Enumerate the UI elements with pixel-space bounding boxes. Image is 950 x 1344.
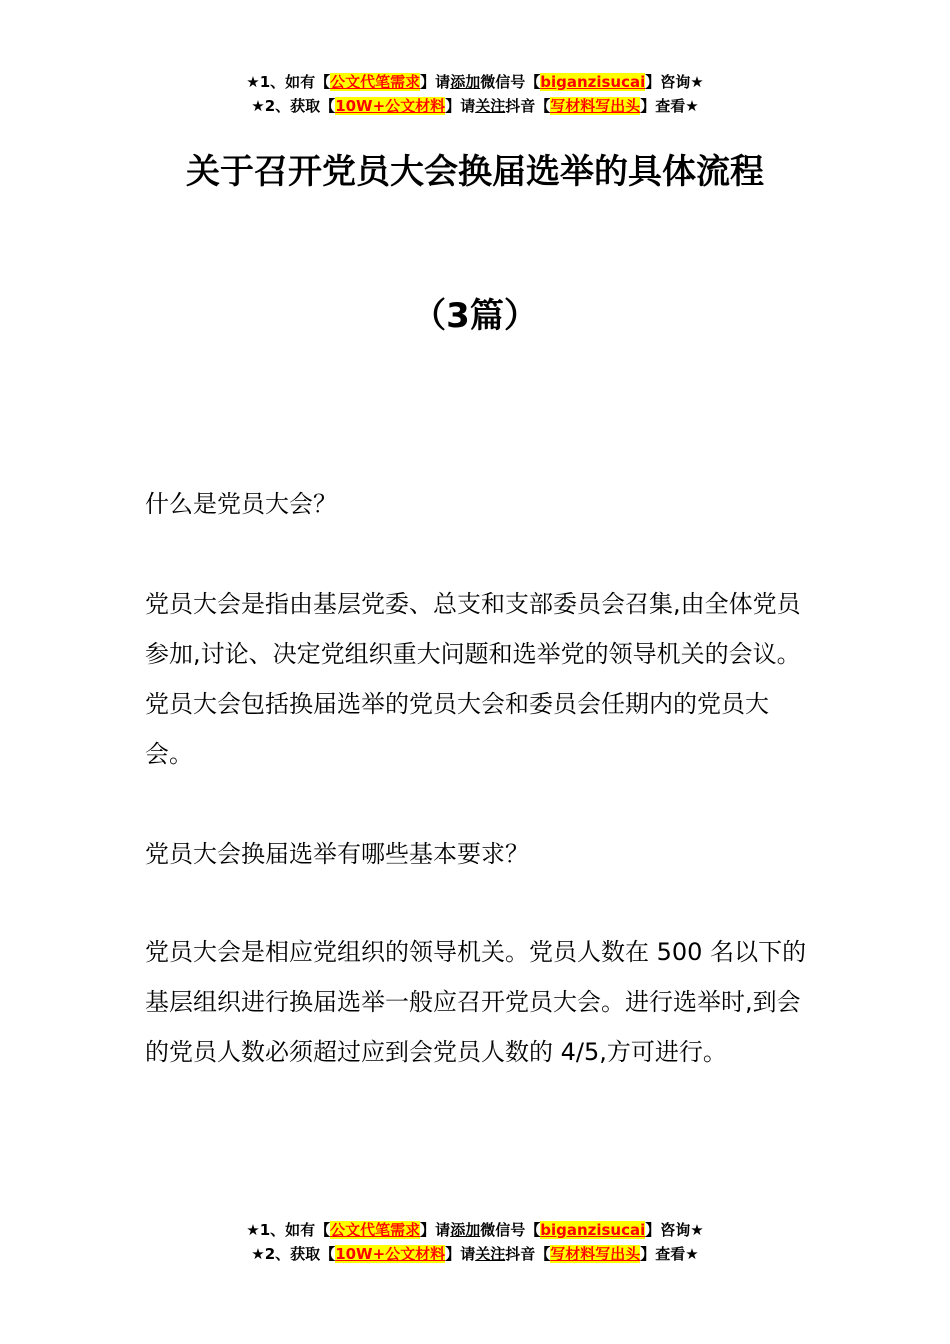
promo-line-1 bbox=[0, 70, 950, 94]
promo-footer-highlight-materials: 10W+公文材料 bbox=[335, 1245, 446, 1263]
promo-header-top bbox=[0, 70, 950, 118]
promo-footer-line-2-suffix: 】查看★ bbox=[640, 1245, 699, 1263]
promo-footer-highlight-service: 公文代笔需求 bbox=[330, 1221, 421, 1239]
promo-highlight-service: 公文代笔需求 bbox=[330, 73, 421, 91]
document-subtitle: （3篇） bbox=[412, 296, 538, 336]
promo-footer-action-add: 添加 bbox=[450, 1221, 481, 1239]
promo-line-2-mid2: 抖音【 bbox=[505, 97, 551, 115]
promo-action-add: 添加 bbox=[450, 73, 481, 91]
promo-footer-line-1-mid: 】请 bbox=[420, 1221, 451, 1239]
promo-footer-action-follow: 关注 bbox=[475, 1245, 506, 1263]
promo-highlight-wechat-id: biganzisucai bbox=[540, 73, 646, 91]
promo-footer-line-2-mid: 】请 bbox=[445, 1245, 476, 1263]
promo-line-1-mid: 】请 bbox=[420, 73, 451, 91]
promo-line-1-suffix: 】咨询★ bbox=[645, 73, 704, 91]
body-paragraph-2: 党员大会是相应党组织的领导机关。党员人数在 500 名以下的基层组织进行换届选举一般应召开党员大会。进行选举时,到会的党员人数必须超过应到会党员人数的 4/5,方可进行。 bbox=[145, 938, 807, 1066]
promo-footer-line-1-mid2: 微信号【 bbox=[480, 1221, 541, 1239]
promo-line-2 bbox=[0, 94, 950, 118]
promo-footer-line-1 bbox=[0, 1218, 950, 1242]
promo-line-1-mid2: 微信号【 bbox=[480, 73, 541, 91]
promo-line-2-prefix: ★2、获取【 bbox=[251, 97, 336, 115]
promo-line-2-suffix: 】查看★ bbox=[640, 97, 699, 115]
promo-line-2-mid: 】请 bbox=[445, 97, 476, 115]
promo-footer-line-2-prefix: ★2、获取【 bbox=[251, 1245, 336, 1263]
promo-footer-line-1-prefix: ★1、如有【 bbox=[246, 1221, 331, 1239]
document-title: 关于召开党员大会换届选举的具体流程 bbox=[186, 152, 764, 192]
promo-footer-line-2-mid2: 抖音【 bbox=[505, 1245, 551, 1263]
promo-footer-line-2 bbox=[0, 1242, 950, 1266]
promo-footer-line-1-suffix: 】咨询★ bbox=[645, 1221, 704, 1239]
question-heading-2: 党员大会换届选举有哪些基本要求？ bbox=[145, 840, 529, 868]
promo-footer-highlight-douyin-id: 写材料写出头 bbox=[550, 1245, 641, 1263]
promo-highlight-materials: 10W+公文材料 bbox=[335, 97, 446, 115]
promo-highlight-douyin-id: 写材料写出头 bbox=[550, 97, 641, 115]
promo-line-1-prefix: ★1、如有【 bbox=[246, 73, 331, 91]
promo-footer-bottom bbox=[0, 1218, 950, 1266]
question-heading-1: 什么是党员大会？ bbox=[145, 490, 337, 518]
body-paragraph-1: 党员大会是指由基层党委、总支和支部委员会召集,由全体党员参加,讨论、决定党组织重大问题和选举党的领导机关的会议。党员大会包括换届选举的党员大会和委员会任期内的党员大会。 bbox=[145, 590, 801, 768]
promo-action-follow: 关注 bbox=[475, 97, 506, 115]
promo-footer-highlight-wechat-id: biganzisucai bbox=[540, 1221, 646, 1239]
